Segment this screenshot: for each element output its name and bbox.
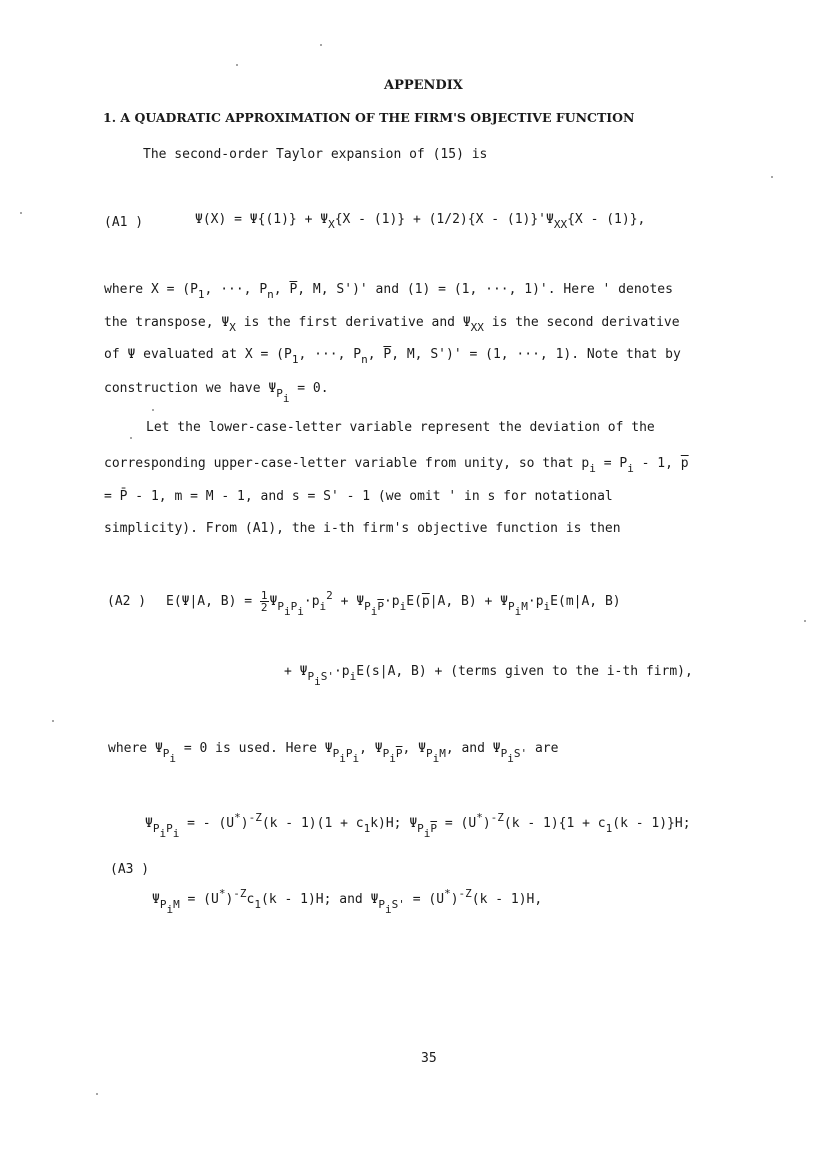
intro-paragraph: The second-order Taylor expansion of (15) is [143, 147, 488, 162]
equation-a2-line2: + $\Psi_{P_iS'}\cdot p_iE(s|A$, B) + (terms given to the i-th firm), [284, 664, 693, 688]
body-line-where-are: where $\Psi_{P_i} = 0$ is used. Here $\Psi_{P_iP_i}$, $\Psi_{P_i\overline{P}}$, $\Psi_{P_iM}$, and $\Psi_{P_iS'}$ are [108, 741, 559, 765]
equation-a1: $\Psi(X) = \Psi\{(1)\} + \Psi_X\{X - (1)\} + (1/2)\{X - (1)\}'\Psi_{XX}\{X - (1)\}$, [195, 212, 646, 231]
note-that-by-text: Note that by [586, 347, 681, 362]
scan-speck [20, 212, 22, 214]
construction-text: construction we have [104, 381, 261, 396]
equation-a3-line2: $\Psi_{P_iM} = (U^*)^{-Z}c_1(k - 1)H$; and $\Psi_{P_iS'} = (U^*)^{-Z}(k - 1)H$, [152, 887, 543, 916]
scan-speck [130, 437, 132, 439]
and-text: and [461, 741, 485, 756]
equation-a2-label: (A2 ) [107, 594, 147, 609]
scan-speck [320, 44, 322, 46]
equation-a3-line1: $\Psi_{P_iP_i}$ = - $(U^*)^{-Z}(k - 1)(1 + c_1k)H$; $\Psi_{P_i\overline{P}} = (U^*)^{-Z}(k - 1)\{1 + c_1(k - 1)\}H$; [145, 811, 691, 840]
evaluated-text: of Ψ evaluated at X = ( [104, 347, 285, 362]
is-used-text: = 0 is used. Here [183, 741, 317, 756]
body-line-m-s-defs: = P̄ - 1, m = M - 1, and s = S' - 1 (we omit ' in s for notational [104, 489, 613, 504]
and-text-a3: and [339, 892, 363, 907]
scan-speck [804, 620, 806, 622]
the-transpose-text: the transpose, [104, 315, 214, 330]
body-line-let-lower: Let the lower-case-letter variable represent the deviation of the [146, 420, 655, 435]
where-x-text: where X = ( [104, 282, 191, 297]
scan-speck [152, 409, 154, 411]
section-heading: 1. A QUADRATIC APPROXIMATION OF THE FIRM'S OBJECTIVE FUNCTION [103, 110, 635, 125]
scan-speck [236, 64, 238, 66]
scan-speck [96, 1093, 98, 1095]
body-line-corresponding: corresponding upper-case-letter variable from unity, so that $p_i = P_i - 1$, $\overline{p}$ [104, 456, 689, 475]
body-line-where-x: where $X = (P_1$, ···, $P_n$, $\overline{P}$, M, S')' and (1) = (1, ···, 1)'. Here ' denotes [104, 282, 673, 301]
here-denotes-text: Here ' denotes [563, 282, 673, 297]
terms-given-text: + (terms given to the i-th firm), [434, 664, 693, 679]
body-line-transpose: the transpose, $\Psi_X$ is the first derivative and $\Psi_{XX}$ is the second derivative [104, 315, 680, 334]
scan-speck [52, 720, 54, 722]
one-half-fraction: $\frac{1}{2}$ [260, 589, 268, 614]
equation-a2-line1: E(Ψ|A, B) = $\frac{1}{2}$ $\Psi_{P_iP_i}\cdot p_i^2 + \Psi_{P_i\overline{P}}\cdot p_iE(\overline{p}|A$, $B) + \Psi_{P_iM}\cdot p_iE(m|A$, B) [166, 589, 621, 618]
where-text: where [108, 741, 148, 756]
page-number: 35 [421, 1051, 437, 1066]
are-text: are [534, 741, 559, 756]
body-line-evaluated: of Ψ evaluated at $X = (P_1$, ···, $P_n$, $\overline{P}$, M, S')' = (1, ···, 1). Note that by [104, 347, 681, 366]
equation-a3-label: (A3 ) [110, 862, 150, 877]
corresponding-text: corresponding upper-case-letter variable from unity, so that [104, 456, 574, 471]
body-line-from-a1: simplicity). From (A1), the i-th firm's objective function is then [104, 521, 621, 536]
scan-speck [771, 176, 773, 178]
appendix-title: APPENDIX [384, 78, 463, 93]
equation-a1-label: (A1 ) [104, 215, 144, 230]
first-derivative-text: is the first derivative and [243, 315, 456, 330]
second-derivative-text: is the second derivative [491, 315, 680, 330]
body-line-construction: construction we have $\Psi_{P_i} = 0$. [104, 381, 329, 405]
